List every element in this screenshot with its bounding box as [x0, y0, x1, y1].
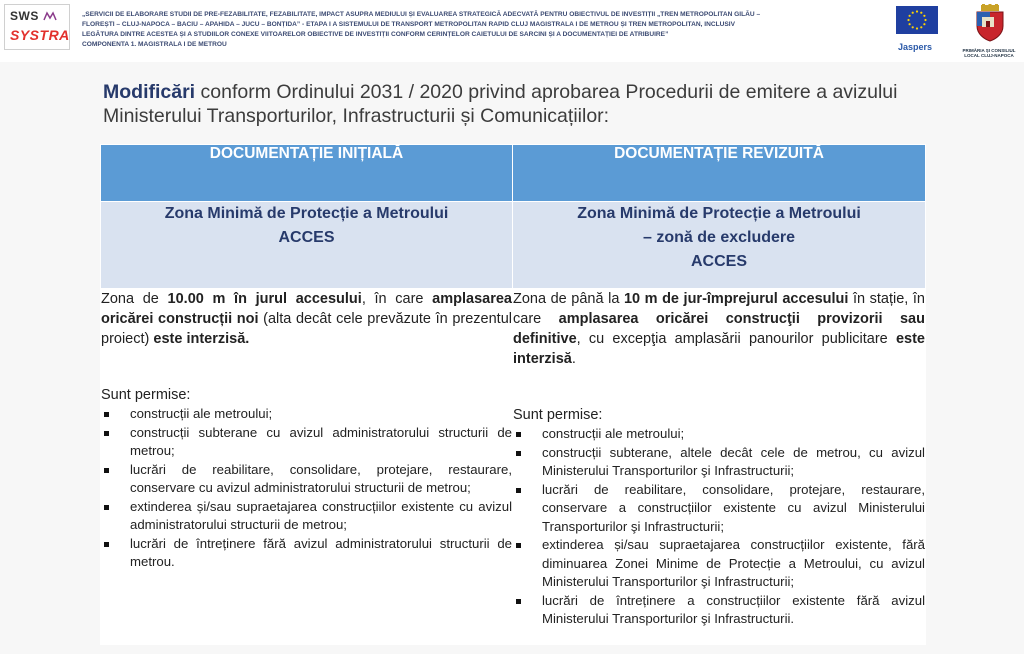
rule-emphasis: 10 m de jur-împrejurul accesului: [623, 291, 849, 307]
content-cell-initial: [101, 289, 513, 645]
list-item: construcții ale metroului;: [513, 425, 925, 444]
zone-rule-paragraph: [513, 289, 925, 369]
list-item: construcții ale metroului;: [101, 405, 512, 424]
zone-rule-paragraph: [101, 289, 512, 349]
column-header-revised: DOCUMENTAȚIE REVIZUITĂ: [513, 145, 926, 202]
slide-title: [103, 80, 933, 128]
rule-text: Zona de: [101, 291, 168, 307]
list-item: lucrări de întreținere a construcțiilor existente fără avizul Ministerului Transporturilor şi Infrastructurii.: [513, 592, 925, 629]
primaria-label: PRIMĂRIA ȘI CONSILIUL LOCAL CLUJ-NAPOCA: [962, 48, 1016, 58]
sws-systra-logo: [4, 4, 70, 50]
zone-subtitle: ACCES: [690, 253, 747, 270]
logo-systra-text: SYSTRA: [10, 27, 70, 43]
column-header-initial: DOCUMENTAȚIE INIȚIALĂ: [101, 145, 513, 202]
project-line: FLOREȘTI – CLUJ-NAPOCA – BACIU – APAHIDA – JUCU – BONȚIDA” - ETAPA I A SISTEMULUI DE TRANSPORT METROPOLITAN RAPID CLUJ MAGISTRALA I DE METROU ȘI TREN METROPOLITAN, INCLUSIV: [82, 21, 736, 28]
content-row: [101, 289, 926, 645]
permitted-list: [513, 425, 925, 629]
rule-emphasis: amplasarea oricărei construcţii provizorii sau definitive: [513, 311, 925, 347]
list-item: lucrări de întreținere fără avizul administratorului structurii de metrou.: [101, 535, 512, 572]
list-item: construcții subterane, altele decât cele de metrou, cu avizul Ministerului Transporturilor şi Infrastructurii;: [513, 444, 925, 481]
zone-row: [101, 202, 926, 289]
permitted-list: [101, 405, 512, 572]
zone-cell-revised: [513, 202, 926, 289]
table-header-row: [101, 145, 926, 202]
content-cell-revised: [513, 289, 926, 645]
rule-text: .: [571, 351, 576, 367]
rule-text: în stație, în care: [513, 291, 925, 327]
rule-text: , cu excepţia amplasării panourilor publicitare: [576, 331, 896, 347]
zone-cell-initial: [101, 202, 513, 289]
logo-mark-icon: [43, 11, 57, 21]
title-text: conform Ordinului 2031 / 2020 privind aprobarea Procedurii de emitere a avizului Ministerului Transporturilor, Infrastructurii și Comunicațiilor:: [103, 81, 898, 127]
title-emphasis: Modificări: [103, 81, 196, 103]
rule-text: Zona de până la: [513, 291, 624, 307]
zone-exclusion: – zonă de excludere: [642, 229, 796, 246]
rule-text: , în care: [361, 291, 433, 307]
list-item: lucrări de reabilitare, consolidare, protejare, restaurare, conservare a construcțiilor existente cu avizul Ministerului Transporturilor şi Infrastructurii;: [513, 481, 925, 537]
zone-subtitle: ACCES: [278, 229, 335, 246]
permitted-label: Sunt permise:: [101, 387, 191, 403]
list-item: lucrări de reabilitare, consolidare, protejare, restaurare, conservare cu avizul administratorului structurii de metrou;: [101, 461, 512, 498]
logo-sws-text: SWS: [10, 9, 39, 23]
rule-emphasis: este interzisă.: [153, 331, 250, 347]
project-component: COMPONENTA 1. MAGISTRALA I DE METROU: [82, 41, 227, 48]
project-line: LEGĂTURA DINTRE ACESTEA ȘI A STUDIILOR CONEXE VIITOARELOR OBIECTIVE DE INVESTIȚII CONFORM CERINȚELOR CAIETULUI DE SARCINI ȘI A DOCUMENTAȚIEI DE ATRIBUIRE”: [82, 31, 669, 38]
list-item: extinderea și/sau supraetajarea construcțiilor existente, fără diminuarea Zonei Minime de Protecție a Metroului, cu avizul Ministerului Transporturilor şi Infrastructurii;: [513, 536, 925, 592]
cluj-coat-of-arms-icon: [972, 4, 1008, 42]
rule-emphasis: 10.00 m în jurul accesului: [167, 291, 362, 307]
list-item: construcții subterane cu avizul administratorului structurii de metrou;: [101, 424, 512, 461]
rule-text: (alta decât cele prevăzute în prezentul proiect): [101, 311, 512, 347]
project-description: [82, 10, 882, 50]
document-header: [0, 0, 1024, 62]
permitted-label: Sunt permise:: [513, 407, 603, 423]
jaspers-logo: Jaspers: [898, 42, 933, 52]
comparison-table: [100, 144, 926, 645]
list-item: extinderea și/sau supraetajarea construcțiilor existente cu avizul administratorului structurii de metrou;: [101, 498, 512, 535]
zone-title: Zona Minimă de Protecție a Metroului: [164, 205, 449, 222]
zone-title: Zona Minimă de Protecție a Metroului: [577, 205, 861, 222]
eu-flag-icon: [896, 6, 938, 34]
project-line: „SERVICII DE ELABORARE STUDII DE PRE-FEZABILITATE, FEZABILITATE, IMPACT ASUPRA MEDIULUI ȘI EVALUAREA STRATEGICĂ ADECVATĂ PENTRU OBIECTIVUL DE INVESTIȚII „TREN METROPOLITAN GILĂU –: [82, 11, 761, 18]
rule-emphasis: amplasarea oricărei construcții noi: [101, 291, 512, 327]
rule-emphasis: este interzisă: [513, 331, 925, 367]
